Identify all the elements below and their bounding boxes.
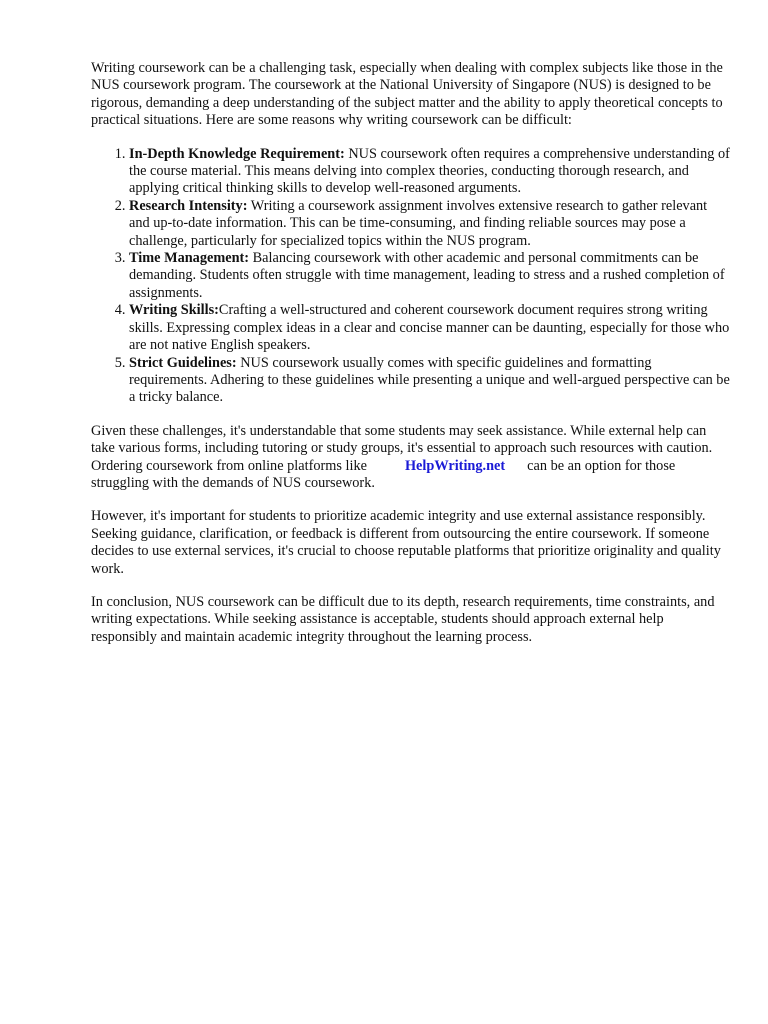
intro-paragraph: Writing coursework can be a challenging task, especially when dealing with complex subjects like those in the NUS coursework program. The coursework at the National University of Singapore (NUS) is designed to be rigorous, demanding a deep understanding of the subject matter and the ability to apply theoretical concepts to practical situations. Here are some reasons why writing coursework can be difficult: <box>91 60 723 129</box>
integrity-paragraph: However, it's important for students to prioritize academic integrity and use external assistance responsibly. Seeking guidance, clarification, or feedback is different from outsourcing the entire coursework. If someone decides to use external services, it's crucial to choose reputable platforms that prioritize originality and quality work. <box>91 508 721 577</box>
list-item <box>129 198 731 250</box>
reason-text: NUS coursework often requires a comprehensive understanding of the course material. This means delving into complex theories, conducting thorough research, and applying critical thinking skills to develop well-reasoned arguments. <box>129 145 730 197</box>
document-body <box>91 60 731 662</box>
list-item <box>129 355 731 407</box>
list-item <box>129 146 731 198</box>
conclusion-paragraph: In conclusion, NUS coursework can be difficult due to its depth, research requirements, time constraints, and writing expectations. While seeking assistance is acceptable, students should approach external help responsibly and maintain academic integrity throughout the learning process. <box>91 593 715 645</box>
reason-term: Research Intensity: <box>129 197 248 214</box>
reason-text: Writing a coursework assignment involves extensive research to gather relevant and up-to-date information. This can be time-consuming, and finding reliable sources may pose a challenge, particularly for specialized topics within the NUS program. <box>129 197 708 249</box>
helpwriting-link[interactable]: HelpWriting.net <box>404 457 506 474</box>
reason-text: Crafting a well-structured and coherent coursework document requires strong writing skills. Expressing complex ideas in a clear and concise manner can be daunting, especially for those who are not native English speakers. <box>129 302 730 354</box>
reason-term: Time Management: <box>129 250 250 267</box>
reason-term: In-Depth Knowledge Requirement: <box>129 145 345 162</box>
reason-term: Writing Skills: <box>129 302 219 319</box>
reason-text: Balancing coursework with other academic and personal commitments can be demanding. Students often struggle with time management, leading to stress and a rushed completion of assignments. <box>129 250 725 301</box>
assistance-paragraph <box>91 423 731 493</box>
reason-term: Strict Guidelines: <box>129 354 237 371</box>
reasons-list <box>91 146 731 407</box>
list-item <box>129 250 731 302</box>
list-item <box>129 302 731 354</box>
assistance-text-after: can be an option for those struggling with the demands of NUS coursework. <box>91 457 676 491</box>
reason-text: NUS coursework usually comes with specific guidelines and formatting requirements. Adhering to these guidelines while presenting a unique and well-argued perspective can be a tricky balance. <box>129 354 730 406</box>
assistance-text-before: Given these challenges, it's understandable that some students may seek assistance. While external help can take various forms, including tutoring or study groups, it's essential to approach such resources with caution. Ordering coursework from online platforms like <box>91 422 713 474</box>
